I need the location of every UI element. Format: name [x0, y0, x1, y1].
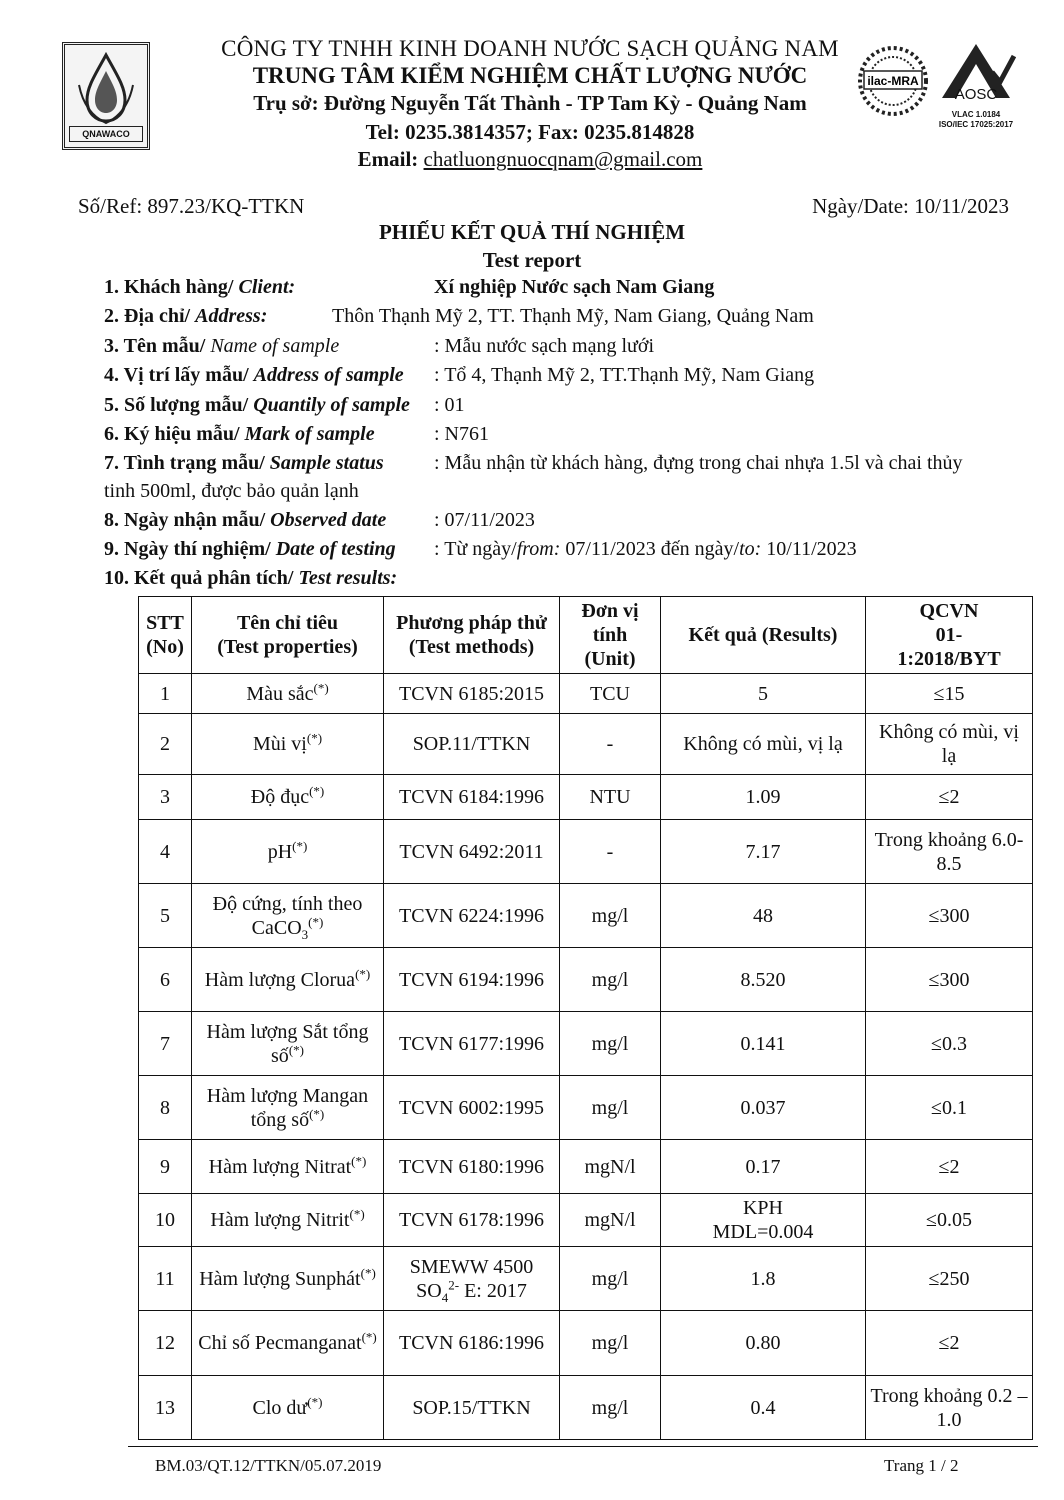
page-number: Trang 1 / 2 [884, 1456, 959, 1475]
contact-email [150, 147, 910, 172]
header-properties: Tên chỉ tiêu (Test properties) [192, 597, 384, 674]
table-row: 13 Clo dư(*) SOP.15/TTKN mg/l 0.4 Trong khoảng 0.2 – 1.0 [139, 1376, 1033, 1440]
status-value-cont: tinh 500ml, được bảo quản lạnh [104, 480, 359, 502]
table-row: 3 Độ đục(*) TCVN 6184:1996 NTU 1.09 ≤2 [139, 775, 1033, 820]
client-value: Xí nghiệp Nước sạch Nam Giang [434, 276, 715, 298]
table-row: 9 Hàm lượng Nitrat(*) TCVN 6180:1996 mgN/l 0.17 ≤2 [139, 1140, 1033, 1194]
quantity-label: 5. Số lượng mẫu/ Quantily of sample [104, 394, 410, 416]
table-row: 2 Mùi vị(*) SOP.11/TTKN - Không có mùi, vị lạ Không có mùi, vị lạ [139, 714, 1033, 775]
status-value: : Mẫu nhận từ khách hàng, đựng trong chai nhựa 1.5l và chai thủy [434, 452, 963, 474]
ilac-globe-icon [856, 44, 930, 118]
form-code: BM.03/QT.12/TTKN/05.07.2019 [155, 1456, 382, 1475]
mark-value: : N761 [434, 423, 489, 445]
contact-phone: Tel: 0235.3814357; Fax: 0235.814828 [365, 120, 695, 144]
vilas-code: VLAC 1.0184 [951, 110, 1001, 119]
office-address: Trụ sở: Đường Nguyễn Tất Thành - TP Tam Kỳ - Quảng Nam [253, 91, 807, 115]
email-link[interactable]: chatluongnuocqnam@gmail.com [423, 147, 703, 171]
footer-divider [128, 1446, 1038, 1447]
received-date-value: : 07/11/2023 [434, 509, 535, 531]
table-row: 1 Màu sắc(*) TCVN 6185:2015 TCU 5 ≤15 [139, 674, 1033, 714]
address-label: 2. Địa chỉ/ Address: [104, 305, 268, 327]
header-methods: Phương pháp thử (Test methods) [384, 597, 560, 674]
sample-address-value: : Tổ 4, Thạnh Mỹ 2, TT.Thạnh Mỹ, Nam Giang [434, 364, 815, 386]
center-name: TRUNG TÂM KIỂM NGHIỆM CHẤT LƯỢNG NƯỚC [252, 63, 808, 88]
results-table [138, 596, 1033, 1440]
iso-standard: ISO/IEC 17025:2017 [938, 120, 1014, 129]
address-value: Thôn Thạnh Mỹ 2, TT. Thạnh Mỹ, Nam Giang, Quảng Nam [332, 305, 814, 327]
header-standard: QCVN 01- 1:2018/BYT [866, 597, 1033, 674]
table-row: 11 Hàm lượng Sunphát(*) SMEWW 4500 $SO_4^{2-}$ E: 2017 mg/l 1.8 ≤250 [139, 1247, 1033, 1311]
company-logo [62, 42, 150, 150]
table-row: 7 Hàm lượng Sắt tổng số(*) TCVN 6177:1996 mg/l 0.141 ≤0.3 [139, 1012, 1033, 1076]
reference-number: Số/Ref: 897.23/KQ-TTKN [78, 194, 305, 218]
water-drop-logo-icon [65, 45, 147, 131]
report-title-en: Test report [482, 248, 582, 272]
sample-name-value: : Mẫu nước sạch mạng lưới [434, 335, 655, 357]
table-row: 4 pH(*) TCVN 6492:2011 - 7.17 Trong khoảng 6.0-8.5 [139, 820, 1033, 884]
ilac-text: ilac-MRA [867, 74, 919, 88]
logo-text: QNAWACO [69, 126, 143, 142]
sample-name-label: 3. Tên mẫu/ Name of sample [104, 335, 340, 357]
table-row: 8 Hàm lượng Mangan tổng số(*) TCVN 6002:1995 mg/l 0.037 ≤0.1 [139, 1076, 1033, 1140]
aosc-text: AOSC [954, 86, 998, 103]
ilac-mra-logo [856, 44, 930, 132]
header-results: Kết quả (Results) [661, 597, 866, 674]
email-label: Email: [357, 147, 419, 171]
results-label: 10. Kết quả phân tích/ Test results: [104, 567, 398, 589]
report-title-vi: PHIẾU KẾT QUẢ THÍ NGHIỆM [378, 220, 686, 244]
table-row: 5 Độ cứng, tính theo CaCO$_3$(*) TCVN 6224:1996 mg/l 48 ≤300 [139, 884, 1033, 948]
sample-address-label: 4. Vị trí lấy mẫu/ Address of sample [104, 364, 404, 386]
company-name: CÔNG TY TNHH KINH DOANH NƯỚC SẠCH QUẢNG NAM [221, 36, 839, 61]
header-unit: Đơn vị tính (Unit) [560, 597, 661, 674]
testing-date-value: : Từ ngày/from: 07/11/2023 đến ngày/to: 10/11/2023 [434, 538, 857, 560]
status-label: 7. Tình trạng mẫu/ Sample status [104, 452, 384, 474]
report-date: Ngày/Date: 10/11/2023 [812, 194, 1009, 218]
table-row: 10 Hàm lượng Nitrit(*) TCVN 6178:1996 mgN/l KPH MDL=0.004 ≤0.05 [139, 1194, 1033, 1247]
table-header-row [139, 597, 1033, 674]
testing-date-label: 9. Ngày thí nghiệm/ Date of testing [104, 538, 396, 560]
table-row: 6 Hàm lượng Clorua(*) TCVN 6194:1996 mg/l 8.520 ≤300 [139, 948, 1033, 1012]
client-label: 1. Khách hàng/ Client: [104, 276, 296, 298]
mark-label: 6. Ký hiệu mẫu/ Mark of sample [104, 423, 375, 445]
header-no: STT (No) [139, 597, 192, 674]
received-date-label: 8. Ngày nhận mẫu/ Observed date [104, 509, 387, 531]
quantity-value: : 01 [434, 394, 465, 416]
table-row: 12 Chỉ số Pecmanganat(*) TCVN 6186:1996 mg/l 0.80 ≤2 [139, 1311, 1033, 1376]
